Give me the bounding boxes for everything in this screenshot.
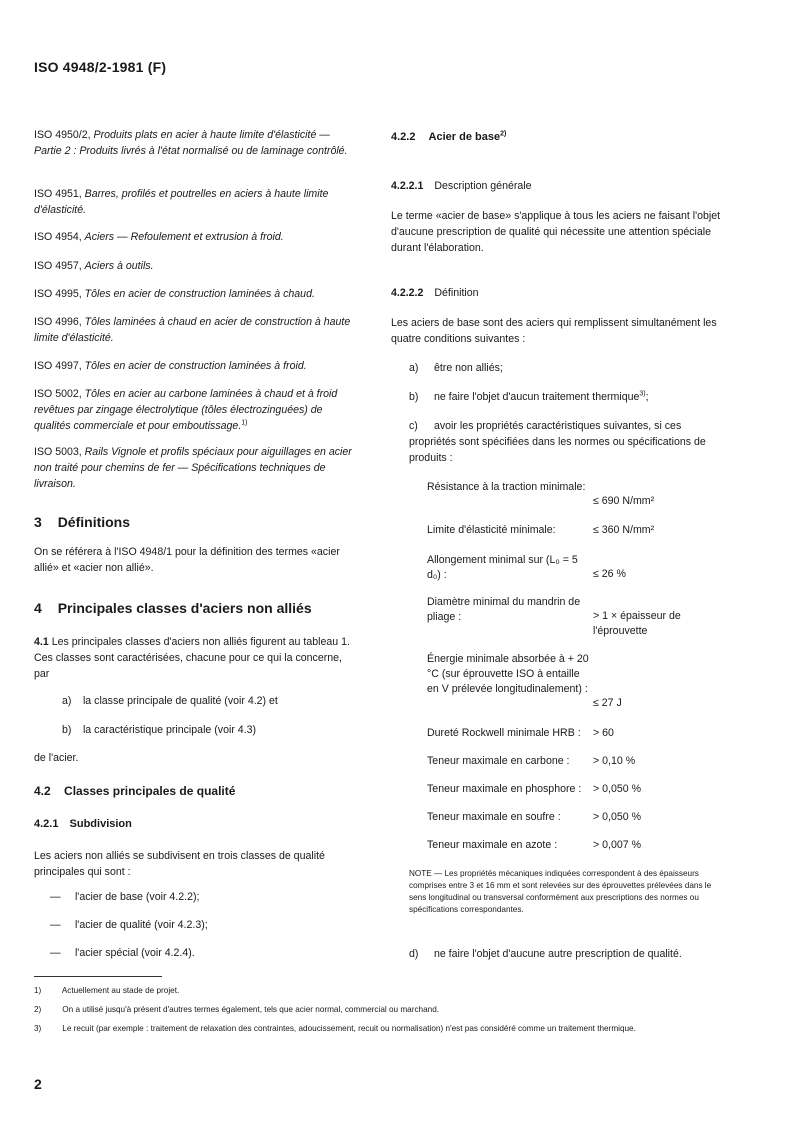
property-value: ≤ 27 J <box>593 697 622 709</box>
subsection-number: 4.2 <box>34 784 51 798</box>
dash-text: l'acier de base (voir 4.2.2); <box>74 891 200 903</box>
footnote <box>34 985 724 997</box>
condition-item <box>391 946 682 962</box>
reference-title: Rails Vignole et profils spéciaux pour aiguillages en acier non traité pour chemins de fer — Spécifications techniques de livraison. <box>34 446 352 490</box>
paragraph-4-1 <box>34 634 356 682</box>
subsubsection-number: 4.2.2.2 <box>391 287 424 299</box>
reference-item <box>34 386 356 434</box>
clause-text: Les principales classes d'aciers non alliés figurent au tableau 1. Ces classes sont caractérisées, chacune pour ce qui la concerne, par <box>34 636 350 680</box>
property-name: Diamètre minimal du mandrin de pliage : <box>427 596 581 623</box>
condition-text: avoir les propriétés caractéristiques suivantes, si ces propriétés sont spécifiées dans les normes ou spécifications de produits : <box>409 420 706 464</box>
reference-code: ISO 4996, <box>34 316 82 328</box>
section-title: Principales classes d'aciers non alliés <box>57 600 312 616</box>
list-text: la classe principale de qualité (voir 4.2) et <box>82 695 278 707</box>
reference-item <box>34 258 356 274</box>
section-number: 4 <box>34 600 42 616</box>
reference-title: Aciers — Refoulement et extrusion à froid. <box>84 231 284 243</box>
subsubsection-title: Subdivision <box>69 818 132 830</box>
section-heading <box>34 514 130 530</box>
dash-item <box>34 917 208 933</box>
property-value: ≤ 690 N/mm² <box>593 495 655 507</box>
reference-title: Barres, profilés et poutrelles en aciers à haute limite d'élasticité. <box>34 188 329 216</box>
condition-label: b) <box>409 391 419 403</box>
property-value: ≤ 360 N/mm² <box>593 524 655 536</box>
subsection-title: Classes principales de qualité <box>64 784 236 798</box>
list-item <box>34 722 356 738</box>
list-label: a) <box>62 695 72 707</box>
section-heading <box>34 600 312 616</box>
subsubsection-heading <box>391 178 532 194</box>
reference-code: ISO 4951, <box>34 188 82 200</box>
condition-item <box>391 389 649 405</box>
property-value: > 60 <box>593 727 614 739</box>
list-item <box>34 693 356 709</box>
subsubsection-heading <box>391 285 479 301</box>
property-value: > 0,10 % <box>593 755 636 767</box>
reference-title: Aciers à outils. <box>84 260 154 272</box>
list-label: b) <box>62 724 72 736</box>
property-value: > 1 × épaisseur de l'éprouvette <box>593 610 681 637</box>
section-number: 3 <box>34 514 42 530</box>
reference-code: ISO 5003, <box>34 446 82 458</box>
reference-code: ISO 4995, <box>34 288 82 300</box>
footnote-mark: 2) <box>34 1005 42 1014</box>
description-text: Le terme «acier de base» s'applique à tous les aciers ne faisant l'objet d'aucune prescription de qualité qui nécessite une attention spéciale durant l'élaboration. <box>391 210 721 254</box>
property-name: Teneur maximale en carbone : <box>427 755 570 767</box>
footnote-separator <box>34 976 162 977</box>
footnote-ref: 3) <box>639 390 646 398</box>
property-value: ≤ 26 % <box>593 568 626 580</box>
footnote-ref: 2) <box>500 130 507 138</box>
subsubsection-title: Description générale <box>434 180 532 192</box>
property-name: Limite d'élasticité minimale: <box>427 524 556 536</box>
reference-title: Produits plats en acier à haute limite d'élasticité — Partie 2 : Produits livrés à l'état normalisé ou de laminage contrôlé. <box>34 129 348 157</box>
reference-title: Tôles en acier de construction laminées à chaud. <box>84 288 315 300</box>
reference-title: Tôles laminées à chaud en acier de construction à haute limite d'élasticité. <box>34 316 351 344</box>
footnote-mark: 1) <box>34 986 42 995</box>
reference-item <box>34 444 356 492</box>
property-name: Dureté Rockwell minimale HRB : <box>427 727 581 739</box>
condition-item <box>409 418 721 466</box>
section-body: On se référera à l'ISO 4948/1 pour la définition des termes «acier allié» et «acier non allié». <box>34 546 340 574</box>
condition-text: ne faire l'objet d'aucun traitement thermique <box>433 391 640 403</box>
reference-code: ISO 4954, <box>34 231 82 243</box>
section-title: Définitions <box>57 514 131 530</box>
clause-number: 4.1 <box>34 636 49 648</box>
property-name: Allongement minimal sur (L₀ = 5 d₀) : <box>427 554 578 581</box>
property-name: Teneur maximale en soufre : <box>427 811 561 823</box>
reference-item <box>34 358 356 374</box>
footnote-ref: 1) <box>241 419 248 427</box>
subsection-heading <box>391 131 506 143</box>
footnote-text: On a utilisé jusqu'à présent d'autres termes également, tels que acier normal, commercial ou marchand. <box>62 1005 440 1014</box>
property-name: Teneur maximale en azote : <box>427 839 558 851</box>
property-value: > 0,050 % <box>593 811 642 823</box>
dash-glyph: — <box>50 891 61 903</box>
footnote-mark: 3) <box>34 1024 42 1033</box>
subsubsection-title: Définition <box>434 287 479 299</box>
reference-title: Tôles en acier au carbone laminées à chaud et à froid revêtues par zingage électrolytique (tôles électrozinguées) de qualités commerciale et pour emboutissage. <box>34 388 338 432</box>
dash-text: l'acier de qualité (voir 4.2.3); <box>74 919 208 931</box>
footnote-text: Le recuit (par exemple : traitement de relaxation des contraintes, adoucissement, recuit ou normalisation) n'est pas considéré comme un traitement thermique. <box>62 1024 636 1033</box>
reference-item <box>34 314 356 346</box>
condition-label: c) <box>409 420 418 432</box>
reference-code: ISO 4997, <box>34 360 82 372</box>
reference-item <box>34 286 356 302</box>
condition-label: d) <box>409 948 419 960</box>
subsection-number: 4.2.2 <box>391 131 416 143</box>
property-name: Énergie minimale absorbée à + 20 °C (sur éprouvette ISO à entaille en V prélevée longitudinalement) : <box>427 653 589 695</box>
paragraph-tail: de l'acier. <box>34 752 79 764</box>
subdivision-text: Les aciers non alliés se subdivisent en trois classes de qualité principales qui sont : <box>34 850 325 878</box>
footnote <box>34 1023 724 1035</box>
page-header: ISO 4948/2-1981 (F) <box>34 59 167 75</box>
subsection-heading <box>34 784 235 798</box>
condition-label: a) <box>409 362 419 374</box>
table-note: NOTE — Les propriétés mécaniques indiquées correspondent à des épaisseurs comprises entre 3 et 16 mm et sont relevées sur des éprouvettes prélevées dans le sens longitudinal ou transversal conformément aux prescriptions des normes ou spécifications correspondantes. <box>409 869 712 914</box>
reference-item <box>34 229 356 245</box>
page-number: 2 <box>34 1076 42 1092</box>
reference-code: ISO 4950/2, <box>34 129 91 141</box>
dash-glyph: — <box>50 947 61 959</box>
subsubsection-number: 4.2.2.1 <box>391 180 424 192</box>
condition-item <box>391 360 503 376</box>
reference-code: ISO 5002, <box>34 388 82 400</box>
subsection-title: Acier de base <box>428 131 501 143</box>
condition-text: ne faire l'objet d'aucune autre prescription de qualité. <box>433 948 682 960</box>
dash-item <box>34 945 195 961</box>
footnote-text: Actuellement au stade de projet. <box>61 986 180 995</box>
property-name: Résistance à la traction minimale: <box>427 481 586 493</box>
reference-code: ISO 4957, <box>34 260 82 272</box>
dash-text: l'acier spécial (voir 4.2.4). <box>74 947 195 959</box>
subsubsection-number: 4.2.1 <box>34 818 59 830</box>
subsubsection-heading <box>34 818 132 830</box>
reference-title: Tôles en acier de construction laminées à froid. <box>84 360 307 372</box>
property-value: > 0,050 % <box>593 783 642 795</box>
footnote <box>34 1004 724 1016</box>
reference-item <box>34 127 356 159</box>
dash-glyph: — <box>50 919 61 931</box>
property-name: Teneur maximale en phosphore : <box>427 783 582 795</box>
condition-text-end: ; <box>645 391 649 403</box>
reference-item <box>34 186 356 218</box>
definition-text: Les aciers de base sont des aciers qui remplissent simultanément les quatre conditions suivantes : <box>391 317 717 345</box>
condition-text: être non alliés; <box>433 362 503 374</box>
list-text: la caractéristique principale (voir 4.3) <box>82 724 257 736</box>
dash-item <box>34 889 199 905</box>
property-value: > 0,007 % <box>593 839 642 851</box>
